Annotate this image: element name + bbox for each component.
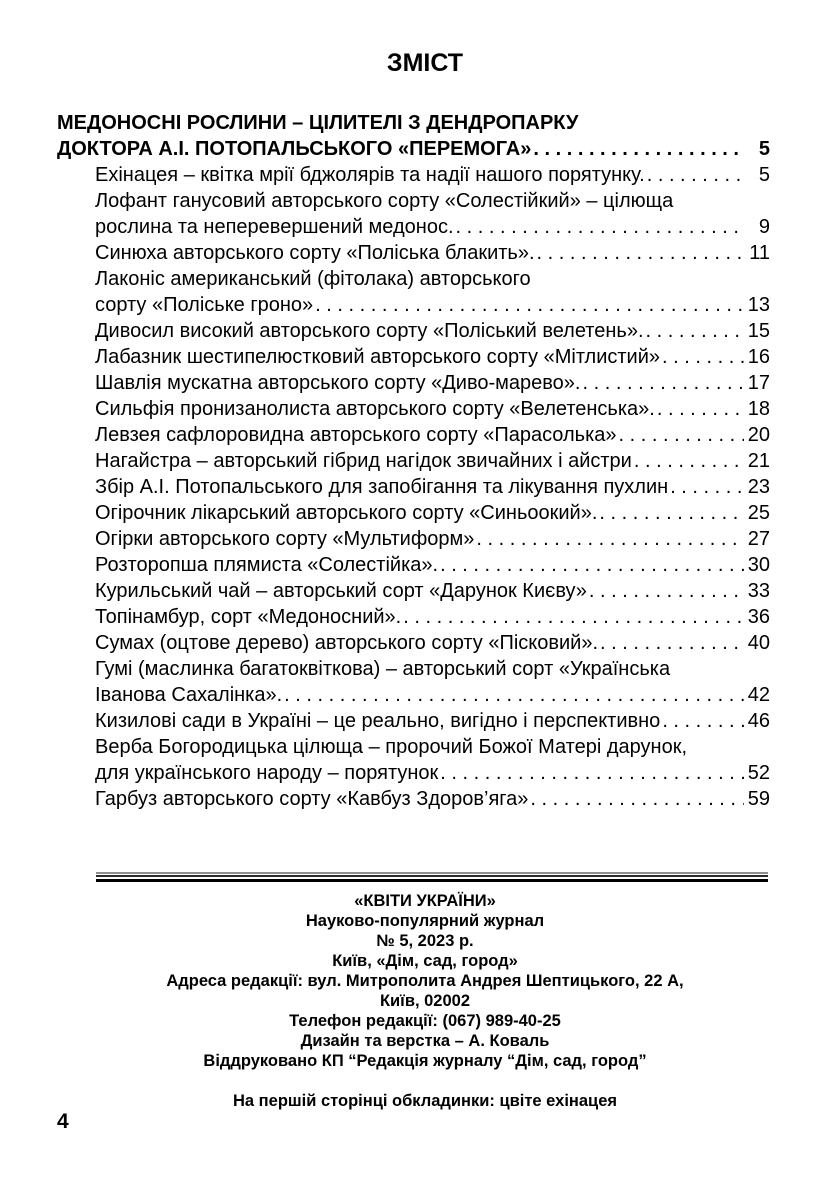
toc-entry-text: Верба Богородицька цілюща – пророчий Божої Матері дарунок, bbox=[95, 736, 688, 758]
toc-page-number: 25 bbox=[747, 502, 770, 524]
colophon-block bbox=[57, 891, 793, 1071]
toc-page-number: 16 bbox=[747, 346, 770, 368]
dot-leader bbox=[598, 630, 744, 656]
toc-entry-row bbox=[57, 370, 770, 396]
dot-leader bbox=[632, 448, 744, 474]
toc-entry-text: Лабазник шестипелюстковий авторського сорту «Мітлистий» bbox=[95, 346, 661, 368]
page-title: ЗМІСТ bbox=[386, 49, 464, 77]
dot-leader bbox=[531, 136, 744, 162]
toc-entry-row bbox=[57, 318, 770, 344]
toc-page-number: 9 bbox=[758, 216, 770, 238]
toc-entry-row bbox=[57, 422, 770, 448]
dot-leader bbox=[313, 292, 744, 318]
toc-entry-text: Синюха авторського сорту «Поліська блакить». bbox=[95, 242, 535, 264]
toc-entry-text: Лаконіс американський (фітолака) авторського bbox=[95, 268, 531, 290]
toc-entry-text: для українського народу – порятунок bbox=[95, 762, 439, 784]
toc-entry-text: Гарбуз авторського сорту «Кавбуз Здоров’яга» bbox=[95, 788, 529, 810]
dot-leader bbox=[644, 318, 744, 344]
colophon-line: Віддруковано КП “Редакція журналу “Дім, сад, город” bbox=[203, 1052, 647, 1070]
toc-entry-row bbox=[57, 240, 770, 266]
dot-leader bbox=[617, 422, 744, 448]
dot-leader bbox=[401, 604, 744, 630]
toc-entry-row bbox=[57, 682, 770, 708]
toc-entry-text: Сумах (оцтове дерево) авторського сорту «Пісковий». bbox=[95, 632, 599, 654]
colophon-line: Київ, 02002 bbox=[379, 992, 471, 1010]
toc-entry-row bbox=[57, 656, 770, 682]
toc-page-number: 40 bbox=[747, 632, 770, 654]
toc-page-number: 17 bbox=[747, 372, 770, 394]
dot-leader bbox=[474, 526, 744, 552]
dot-leader bbox=[660, 344, 744, 370]
toc-entry-row bbox=[57, 526, 770, 552]
toc-entry-text: Сильфія пронизанолиста авторського сорту «Велетенська». bbox=[95, 398, 655, 420]
toc-entry-row bbox=[57, 292, 770, 318]
toc-entry-text: Ехінацея – квітка мрії бджолярів та надії нашого порятунку. bbox=[95, 164, 645, 186]
toc-page-number: 5 bbox=[758, 138, 770, 160]
toc-page-number: 27 bbox=[747, 528, 770, 550]
toc-page-number: 11 bbox=[749, 242, 770, 264]
toc-page-number: 18 bbox=[747, 398, 770, 420]
toc-entry-text: МЕДОНОСНІ РОСЛИНИ – ЦІЛИТЕЛІ З ДЕНДРОПАРКУ bbox=[57, 112, 579, 134]
toc-entry-row bbox=[57, 760, 770, 786]
toc-page-number: 36 bbox=[747, 606, 770, 628]
toc-entry-text: Курильський чай – авторський сорт «Дарунок Києву» bbox=[95, 580, 587, 602]
colophon-line: Телефон редакції: (067) 989-40-25 bbox=[289, 1012, 561, 1030]
toc-entry-row bbox=[57, 500, 770, 526]
toc-entry-text: Гумі (маслинка багатоквіткова) – авторський сорт «Українська bbox=[95, 658, 671, 680]
toc-page-number: 59 bbox=[747, 788, 770, 810]
dot-leader bbox=[668, 474, 744, 500]
toc-entry-text: сорту «Поліське гроно» bbox=[95, 294, 314, 316]
toc-entry-text: Іванова Сахалінка». bbox=[95, 684, 283, 706]
toc-page-number: 21 bbox=[747, 450, 770, 472]
dot-leader bbox=[438, 552, 744, 578]
dot-leader bbox=[655, 396, 744, 422]
dot-leader bbox=[597, 500, 744, 526]
toc-entry-row bbox=[57, 344, 770, 370]
colophon-line: Адреса редакції: вул. Митрополита Андрея Шептицького, 22 А, bbox=[166, 972, 684, 990]
toc-entry-row bbox=[57, 448, 770, 474]
toc-entry-row bbox=[57, 474, 770, 500]
colophon-line: Київ, «Дім, сад, город» bbox=[332, 952, 518, 970]
toc-entry-text: Топінамбур, сорт «Медоносний». bbox=[95, 606, 402, 628]
dot-leader bbox=[535, 240, 744, 266]
toc-entry-text: рослина та неперевершений медонос. bbox=[95, 216, 454, 238]
toc-entry-row bbox=[57, 214, 770, 240]
toc-entry-row bbox=[57, 396, 770, 422]
toc-list bbox=[57, 110, 770, 812]
dot-leader bbox=[454, 214, 744, 240]
dot-leader bbox=[581, 370, 745, 396]
toc-entry-row bbox=[57, 786, 770, 812]
toc-entry-text: Дивосил високий авторського сорту «Поліський велетень». bbox=[95, 320, 644, 342]
toc-entry-text: Огірки авторського сорту «Мультиформ» bbox=[95, 528, 475, 550]
toc-entry-text: Кизилові сади в Україні – це реально, вигідно і перспективно bbox=[95, 710, 661, 732]
toc-entry-row bbox=[57, 578, 770, 604]
dot-leader bbox=[660, 708, 744, 734]
toc-heading-row bbox=[57, 136, 770, 162]
dot-leader bbox=[282, 682, 744, 708]
toc-entry-text: Збір А.І. Потопальського для запобігання та лікування пухлин bbox=[95, 476, 669, 498]
toc-entry-text: Нагайстра – авторський гібрид нагідок звичайних і айстри bbox=[95, 450, 632, 472]
toc-page-number: 46 bbox=[747, 710, 770, 732]
toc-entry-text: Левзея сафлоровидна авторського сорту «Парасолька» bbox=[95, 424, 617, 446]
toc-entry-row bbox=[57, 162, 770, 188]
toc-page-number: 33 bbox=[747, 580, 770, 602]
toc-entry-row bbox=[57, 708, 770, 734]
toc-entry-text: Огірочник лікарський авторського сорту «Синьоокий». bbox=[95, 502, 598, 524]
toc-page-number: 20 bbox=[747, 424, 770, 446]
document-page bbox=[57, 0, 793, 1111]
toc-page-number: 30 bbox=[747, 554, 770, 576]
dot-leader bbox=[438, 760, 744, 786]
toc-page-number: 13 bbox=[747, 294, 770, 316]
page-number: 4 bbox=[57, 1110, 69, 1133]
toc-entry-text: Розторопша плямиста «Солестійка». bbox=[95, 554, 439, 576]
toc-entry-row bbox=[57, 734, 770, 760]
dot-leader bbox=[587, 578, 744, 604]
divider-rule bbox=[96, 872, 768, 882]
toc-page-number: 42 bbox=[747, 684, 770, 706]
colophon-line: Дизайн та верстка – А. Коваль bbox=[300, 1032, 550, 1050]
toc-page-number: 23 bbox=[747, 476, 770, 498]
colophon-line: «КВІТИ УКРАЇНИ» bbox=[354, 892, 496, 910]
toc-page-number: 5 bbox=[758, 164, 770, 186]
dot-leader bbox=[528, 786, 744, 812]
toc-entry-row bbox=[57, 266, 770, 292]
toc-heading-row bbox=[57, 110, 770, 136]
toc-entry-text: Лофант ганусовий авторського сорту «Солестійкий» – цілюща bbox=[95, 190, 674, 212]
toc-entry-row bbox=[57, 188, 770, 214]
toc-page-number: 15 bbox=[747, 320, 770, 342]
colophon-line: № 5, 2023 р. bbox=[376, 932, 474, 950]
toc-entry-text: ДОКТОРА А.І. ПОТОПАЛЬСЬКОГО «ПЕРЕМОГА» bbox=[57, 138, 532, 160]
toc-entry-row bbox=[57, 604, 770, 630]
cover-note: На першій сторінці обкладинки: цвіте ехінацея bbox=[233, 1092, 617, 1110]
toc-page-number: 52 bbox=[747, 762, 770, 784]
dot-leader bbox=[645, 162, 744, 188]
toc-entry-row bbox=[57, 552, 770, 578]
toc-entry-text: Шавлія мускатна авторського сорту «Диво-марево». bbox=[95, 372, 581, 394]
toc-entry-row bbox=[57, 630, 770, 656]
colophon-line: Науково-популярний журнал bbox=[305, 912, 545, 930]
